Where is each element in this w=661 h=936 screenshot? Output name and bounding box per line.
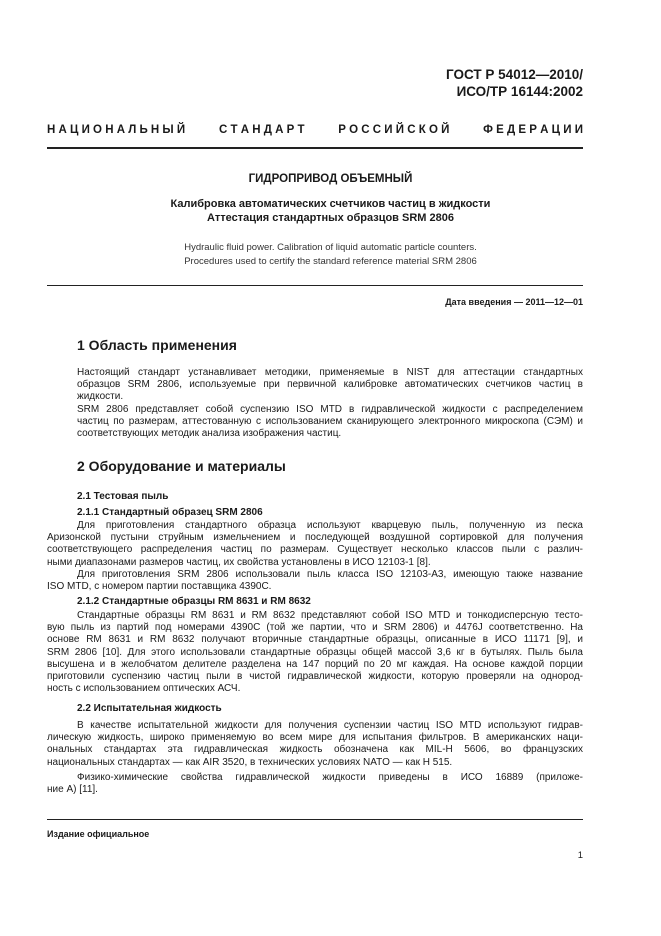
title-divider xyxy=(47,285,583,286)
paragraph-2-1-1-a xyxy=(47,520,583,569)
standard-number xyxy=(446,66,583,100)
section-1-heading: 1 Область применения xyxy=(77,337,237,353)
paragraph-2-1-2 xyxy=(47,610,583,695)
text-line: SRM 2806 [10]. Для этого использовали стандартные образцы общей массой 3,6 кг в бутылях. Пыль была xyxy=(47,646,583,658)
text-line: жидкости. xyxy=(77,391,124,403)
document-title: ГИДРОПРИВОД ОБЪЕМНЫЙ xyxy=(248,173,413,185)
text-line: Для приготовления стандартного образца используют кварцевую пыль, полученную из песка xyxy=(77,520,583,531)
section-1-paragraph-1 xyxy=(77,367,583,404)
official-edition-label: Издание официальное xyxy=(47,829,150,839)
subsection-2-1-1-heading: 2.1.1 Стандартный образец SRM 2806 xyxy=(77,507,263,518)
text-line: В качестве испытательной жидкости для получения суспензии частиц ISO MTD используют гидрав- xyxy=(77,720,583,731)
text-line: вую пыль из партий под номерами 4390C (той же партии, что и SRM 2806) и 4476J соответственно. На xyxy=(47,622,583,634)
subsection-2-1-heading: 2.1 Тестовая пыль xyxy=(77,491,169,502)
text-line: Аризонской пустыни струйным измельчением и последующей воздушной сортировкой для получения xyxy=(47,532,583,544)
introduction-date: Дата введения — 2011—12—01 xyxy=(445,297,583,307)
text-line: соответствующих методик анализа изображения частиц. xyxy=(77,428,342,440)
text-line: ными диапазонами размеров частиц, их свойства установлены в ИСО 12103-1 [8]. xyxy=(47,556,431,568)
english-title-1: Hydraulic fluid power. Calibration of liquid automatic particle counters. xyxy=(184,242,477,253)
banner-word: Р О С С И Й С К О Й xyxy=(338,124,450,136)
english-title-2: Procedures used to certify the standard reference material SRM 2806 xyxy=(184,256,477,267)
document-subtitle-2: Аттестация стандартных образцов SRM 2806 xyxy=(207,212,454,224)
section-2-heading: 2 Оборудование и материалы xyxy=(77,458,286,474)
text-line: SRM 2806 представляет собой суспензию ISO MTD в гидравлической жидкости с распределением xyxy=(77,404,583,415)
paragraph-2-2-a xyxy=(47,720,583,769)
text-line: Физико-химические свойства гидравлической жидкости приведены в ИСО 16889 (приложе- xyxy=(77,772,583,783)
banner-word: Н А Ц И О Н А Л Ь Н Ы Й xyxy=(47,124,186,136)
banner-word: Ф Е Д Е Р А Ц И И xyxy=(483,124,583,136)
text-line: национальных стандартах — как AIR 3520, в технических условиях NATO — как H 515. xyxy=(47,756,453,768)
text-line: приготовили суспензию частиц пыли в чистой гидравлической жидкости, которую проверяли на однород- xyxy=(47,670,583,682)
page-number: 1 xyxy=(577,850,583,861)
banner-word: С Т А Н Д А Р Т xyxy=(218,124,305,136)
text-line: ISO MTD, с номером партии поставщика 4390C. xyxy=(47,581,272,593)
subsection-2-1-2-heading: 2.1.2 Стандартные образцы RM 8631 и RM 8632 xyxy=(77,596,311,607)
text-line: частиц по размерам, аттестованную с использованием сканирующего электронного микроскопа (СЭМ) и xyxy=(77,416,583,428)
standard-number-line2: ИСО/ТР 16144:2002 xyxy=(456,84,583,99)
text-line: Настоящий стандарт устанавливает методики, применяемые в NIST для аттестации стандартных xyxy=(77,367,583,378)
paragraph-2-2-b xyxy=(47,772,583,796)
text-line: соответствующего распределения частиц по размерам. Существует несколько классов пыли с различ- xyxy=(47,544,583,556)
subsection-2-2-heading: 2.2 Испытательная жидкость xyxy=(77,703,222,714)
text-line: Стандартные образцы RM 8631 и RM 8632 представляют собой ISO MTD и тонкодисперсную тесто- xyxy=(77,610,583,621)
national-standard-banner xyxy=(47,124,583,136)
text-line: образцов SRM 2806, используемые при первичной калибровке автоматических счетчиков частиц в xyxy=(77,379,583,391)
footer-divider xyxy=(47,819,583,820)
text-line: ние А) [11]. xyxy=(47,784,98,796)
document-subtitle-1: Калибровка автоматических счетчиков частиц в жидкости xyxy=(170,198,491,210)
paragraph-2-1-1-b xyxy=(47,569,583,593)
standard-number-line1: ГОСТ Р 54012—2010/ xyxy=(446,67,583,82)
banner-divider xyxy=(47,147,583,149)
text-line: ность с использованием оптических АСЧ. xyxy=(47,683,241,695)
text-line: лическую жидкость, широко применяемую во всем мире для испытания фильтров. В американских наци- xyxy=(47,732,583,744)
section-1-paragraph-2 xyxy=(77,404,583,441)
text-line: основе RM 8631 и RM 8632 получают вторичные стандартные образцы, описанные в ИСО 11171 [9], и xyxy=(47,634,583,646)
text-line: ональных стандартах эта гидравлическая жидкость обозначена как MIL-H 5606, во французских xyxy=(47,744,583,756)
text-line: Для приготовления SRM 2806 использовали пыль класса ISO 12103-A3, имеющую также название xyxy=(77,569,583,580)
text-line: высушена и в желобчатом делителе разделена на 147 порций по 20 мг каждая. На основе каждой порции xyxy=(47,658,583,670)
